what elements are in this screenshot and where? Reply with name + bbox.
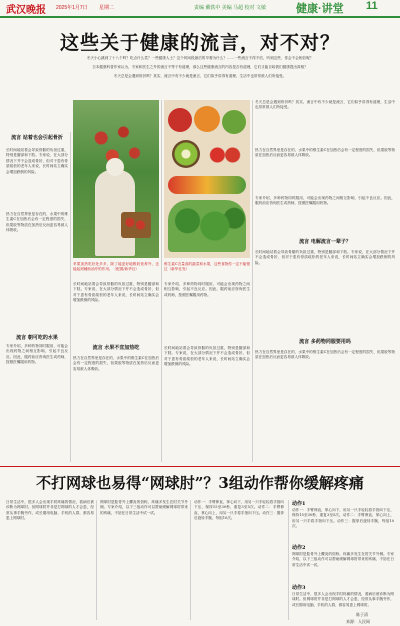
section-head-3: 流言 水果不宜加热吃 bbox=[92, 345, 140, 351]
farmer-head bbox=[106, 158, 124, 176]
section-head-5: 流言 多药物同服要用吗 bbox=[299, 339, 351, 345]
article2-credit: 来源：人民网 bbox=[346, 619, 370, 624]
article-divider bbox=[0, 466, 400, 467]
article1-headline: 这些关于健康的流言，对不对？ bbox=[59, 32, 340, 54]
article1-lede-3: 冬天总是会遇到骨折吗？其实，流言中有不少就是流言，它们似乎讲得有道理，生活中也常常被人们所接受。 bbox=[113, 74, 287, 78]
column-4-text-b: 热力在自然界里是存在的，水果中的维生素C在加热后会有一定程度的损失，但果胶等物质在加热后反而更容易被人体吸收。 bbox=[255, 148, 395, 158]
column-2-text-a: 长时间地站着会导致骨骼的负担过重，特别是腰部和下肢。专家说，在大部分情况下并不会造成骨折，但对于患有骨质疏松的老年人来说，长时间站立确实会增加跌倒的风险。 bbox=[73, 282, 159, 303]
column-4-text-d: 长时间地站着会导致骨骼的负担过重，特别是腰部和下肢。专家说，在大部分情况下并不会造成骨折，但对于患有骨质疏松的老年人来说，长时间站立确实会增加跌倒的风险。 bbox=[255, 250, 395, 265]
article2-col-4c: 日常生活中，很多人会出现手肘疼痛的情况，看病后被诊断为网球肘。但网球肘并非是打网球的人才会患，经常从事手腕劳作，或长期用电脑、手机的人群，都容易患上网球肘。 bbox=[292, 592, 394, 607]
issue-date: 2025年1月7日 bbox=[56, 5, 88, 11]
column-rule-1 bbox=[70, 132, 71, 462]
photo-apple-harvest bbox=[73, 100, 159, 258]
article2-headline: 不打网球也易得“网球肘”？3组动作帮你缓解疼痛 bbox=[36, 474, 364, 492]
apple-basket bbox=[121, 212, 151, 238]
article2-author: 陈子清 bbox=[356, 612, 368, 617]
a2-rule-3 bbox=[288, 500, 289, 620]
column-rule-2 bbox=[161, 100, 162, 462]
pepper-strip bbox=[168, 176, 246, 194]
exercise-head-3: 动作3 bbox=[292, 585, 306, 591]
kiwi-slice bbox=[172, 140, 200, 168]
section-title: 健康·讲堂 bbox=[296, 3, 344, 15]
page-number: 11 bbox=[366, 0, 378, 12]
masthead bbox=[0, 0, 400, 18]
column-3-text-b: 长时间地站着会导致骨骼的负担过重，特别是腰部和下肢。专家说，在大部分情况下并不会造成骨折，但对于患有骨质疏松的老年人来说，长时间站立确实会增加跌倒的风险。 bbox=[164, 346, 250, 367]
column-rule-3 bbox=[252, 100, 253, 462]
fruit-green bbox=[222, 110, 246, 134]
section-head-1: 流言 站着也会引起骨折 bbox=[11, 135, 63, 141]
exercise-subheads bbox=[292, 500, 394, 507]
section-head-2: 流言 朝可吃的水果 bbox=[16, 335, 58, 341]
exercise-head-1: 动作1 bbox=[292, 501, 306, 507]
photo-fruits-caption: 维生素C含量高的蔬菜和水果，这些食物你一定不能错过（新华社发） bbox=[164, 262, 250, 272]
photo-apple-caption: 苹果加热吃好处多多，除了能更好地吸收营养外，还能起到辅助治疗的作用。（配图/新华社） bbox=[73, 262, 159, 272]
article2-col-1: 日常生活中，很多人会出现手肘疼痛的情况，看病后被诊断为网球肘。但网球肘并非是打网球的人才会患，经常从事手腕劳作，或长期用电脑、手机的人群，都容易患上网球肘。 bbox=[6, 500, 94, 521]
article2-col-2: 网球肘是肱骨外上髁炎的俗称，疼痛多发生在肘关节外侧。专家介绍，以下三组动作可以帮助缓解网球肘带来的疼痛，不妨在日常生活中试一试。 bbox=[100, 500, 188, 515]
article2-col-4a: 动作一：手臂伸直，掌心向下，用另一只手轻轻将手指向下压，保持15至30秒，重复3至5次。动作二：手臂伸直，掌心向上，用另一只手将手指向下压。动作三：握拳后旋转手腕，每组10次。 bbox=[292, 508, 394, 529]
exercise-head-2: 动作2 bbox=[292, 545, 306, 551]
section-head-4: 流言 电解流言一辈子？ bbox=[299, 239, 351, 245]
newspaper-logo: 武汉晚报 bbox=[6, 5, 46, 16]
article2-col-4b: 网球肘是肱骨外上髁炎的俗称，疼痛多发生在肘关节外侧。专家介绍，以下三组动作可以帮助缓解网球肘带来的疼痛，不妨在日常生活中试一试。 bbox=[292, 552, 394, 567]
fruit-red bbox=[168, 108, 192, 132]
column-4-text-a: 冬天总是会遇到骨折吗？其实，流言中有不少就是流言，它们似乎讲得有道理，生活中也常常被人们所接受。 bbox=[255, 100, 395, 110]
column-1-text-c: 专家介绍，多种药物同时服用，可能会出现药物之间相互影响，引起不良反应。因此，服药前应咨询医生或药师，按照医嘱服用药物。 bbox=[6, 344, 68, 365]
issue-weekday: 星期二 bbox=[99, 5, 115, 11]
column-4-text-c: 专家介绍，多种药物同时服用，可能会出现药物之间相互影响，引起不良反应。因此，服药前应咨询医生或药师，按照医嘱服用药物。 bbox=[255, 196, 395, 206]
article1-lede-2: 日本健康科普作家认为，专家和医生之外的流言不等于有道理，那么这些健康流言的内容是否有道理，它们又能否给我们健康提出真相？ bbox=[92, 65, 308, 69]
column-1-text-a: 长时间地站着会导致骨骼的负担过重，特别是腰部和下肢。专家说，在大部分情况下并不会造成骨折，但对于患有骨质疏松的老年人来说，长时间站立确实会增加跌倒的风险。 bbox=[6, 148, 68, 174]
article1-lede: 冬天小心跳到了十八个吗？吃点什么菜？一些健康人士？这个时间段最后的早餐为什么？……一些流言不得不信，听到这些，你会不会相信呢？ bbox=[86, 56, 314, 60]
a2-rule-1 bbox=[96, 500, 97, 620]
column-1-text-b: 热力在自然界里是存在的，水果中的维生素C在加热后会有一定程度的损失，但果胶等物质在加热后反而更容易被人体吸收。 bbox=[6, 212, 68, 233]
a2-rule-2 bbox=[190, 500, 191, 620]
column-3-text-a: 专家介绍，多种药物同时服用，可能会出现药物之间相互影响，引起不良反应。因此，服药前应咨询医生或药师，按照医嘱服用药物。 bbox=[164, 282, 250, 297]
article2-col-3: 动作一：手臂伸直，掌心向下，用另一只手轻轻将手指向下压，保持15至30秒，重复3至5次。动作二：手臂伸直，掌心向上，用另一只手将手指向下压。动作三：握拳后旋转手腕，每组10次。 bbox=[194, 500, 284, 521]
column-2-text-b: 热力在自然界里是存在的，水果中的维生素C在加热后会有一定程度的损失，但果胶等物质在加热后反而更容易被人体吸收。 bbox=[73, 356, 159, 371]
column-4-text-e: 热力在自然界里是存在的，水果中的维生素C在加热后会有一定程度的损失，但果胶等物质在加热后反而更容易被人体吸收。 bbox=[255, 350, 395, 360]
leafy-greens bbox=[168, 200, 246, 252]
fruit-orange bbox=[194, 106, 220, 132]
tomato-cluster bbox=[206, 140, 244, 170]
photo-fruits-vegetables bbox=[164, 100, 250, 258]
editor-credits: 责编 戴铁中 美编 马超 校对 文敏 bbox=[194, 5, 266, 11]
